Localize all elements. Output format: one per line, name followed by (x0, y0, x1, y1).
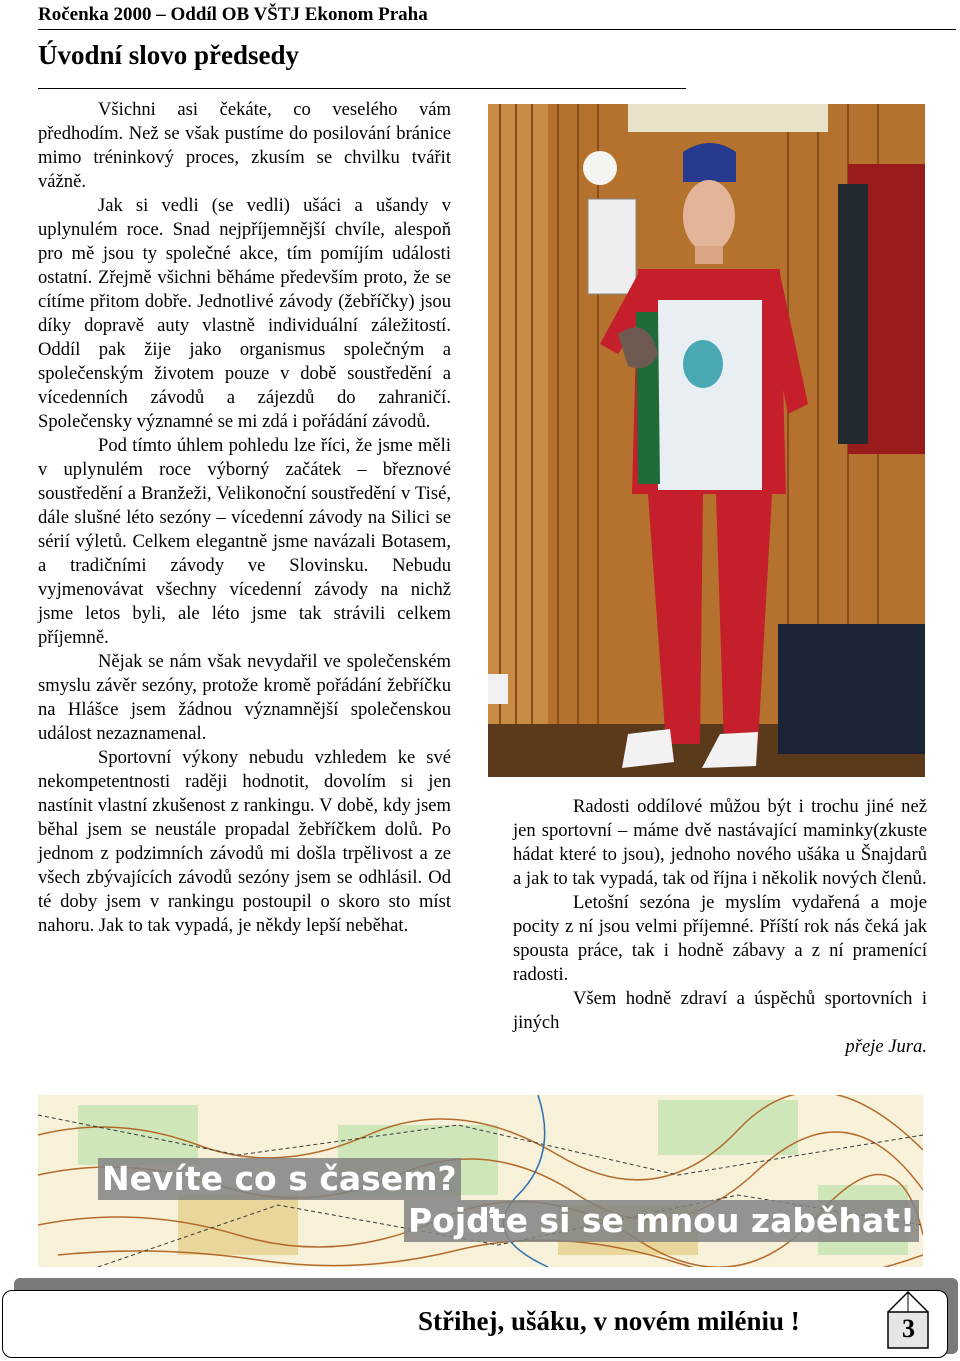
article-paragraph: Sportovní výkony nebudu vzhledem ke své nekompetentnosti raději hodnotit, dovolím si jen nastínit vlastní zkušenost z rankingu. V době, kdy jsem běhal jsem se neustále propadal žebříčkem dolů. Po jednom z podzimních závodů mi došla trpělivost a ze všech zbývajících závodů sezóny jsem se odhlásil. Od té doby jsem v rankingu postoupil o skoro sto míst nahoru. Jak to tak vypadá, je někdy lepší neběhat. (38, 747, 451, 936)
banner-headline-1: Nevíte co s časem? (98, 1158, 461, 1200)
chairman-photo (488, 104, 925, 777)
article-paragraph: Nějak se nám však nevydařil ve společenském smyslu závěr sezóny, protože kromě pořádání žebříčku na Hlášce jsem žádnou významnější společenskou událost nezaznamenal. (38, 651, 451, 744)
article-paragraph: Radosti oddílové můžou být i trochu jiné než jen sportovní – máme dvě nastávající maminky(zkuste hádat které to jsou), jednoho nového ušáka u Šnajdarů a jak to tak vypadá, tak od října i několik nových členů. (513, 796, 927, 889)
banner-headline-2: Pojďte si se mnou zaběhat! (404, 1200, 919, 1242)
article-paragraph: Letošní sezóna je myslím vydařená a moje pocity z ní jsou velmi příjemné. Příští rok nás čeká jak spousta práce, tak i hodně zábavy a z ní pramenící radosti. (513, 892, 927, 985)
title-rule (38, 88, 686, 89)
article-left-column (38, 98, 451, 938)
article-paragraph: Jak si vedli (se vedli) ušáci a ušandy v uplynulém roce. Snad nejpříjemnější chvíle, alespoň pro mě jsou ty společné akce, tím pomíjím události ostatní. Zřejmě všichni běháme především proto, že se cítíme přitom dobře. Jednotlivé závody (žebříčky) jsou díky dopravě auty vlastně individuální záležitostí. Oddíl pak žije jako organismus společným a společenským životem pouze v době soustředění a vícedenních závodů a zájezdů do zahraničí. Společensky významné se mi zdá i pořádání závodů. (38, 195, 451, 432)
article-right-column (513, 795, 927, 1059)
page-number: 3 (902, 1314, 915, 1343)
page-title: Úvodní slovo předsedy (38, 40, 300, 70)
running-head: Ročenka 2000 – Oddíl OB VŠTJ Ekonom Praha (38, 4, 428, 25)
article-paragraph: Všichni asi čekáte, co veselého vám předhodím. Než se však pustíme do posilování bránice mimo tréninkový proces, zkusím se chvilku tvářit vážně. (38, 99, 451, 192)
signature: přeje Jura. (845, 1036, 927, 1057)
footer-slogan: Střihej, ušáku, v novém miléniu ! (418, 1306, 800, 1336)
article-paragraph: Pod tímto úhlem pohledu lze říci, že jsme měli v uplynulém roce výborný začátek – březnové soustředění a Branžeži, Velikonoční soustředění v Tisé, dále slušné léto sezóny – vícedenní závody na Silici se sérií výletů. Celkem elegantně jsme navázali Botasem, a tradičními závody ve Slovinsku. Nebudu vyjmenovávat všechny vícedenní závody na nichž jsme letos byli, ale léto jsme tak strávili celkem příjemně. (38, 435, 451, 648)
header-rule (38, 29, 956, 30)
article-paragraph: Všem hodně zdraví a úspěchů sportovních i jiných (513, 988, 927, 1033)
